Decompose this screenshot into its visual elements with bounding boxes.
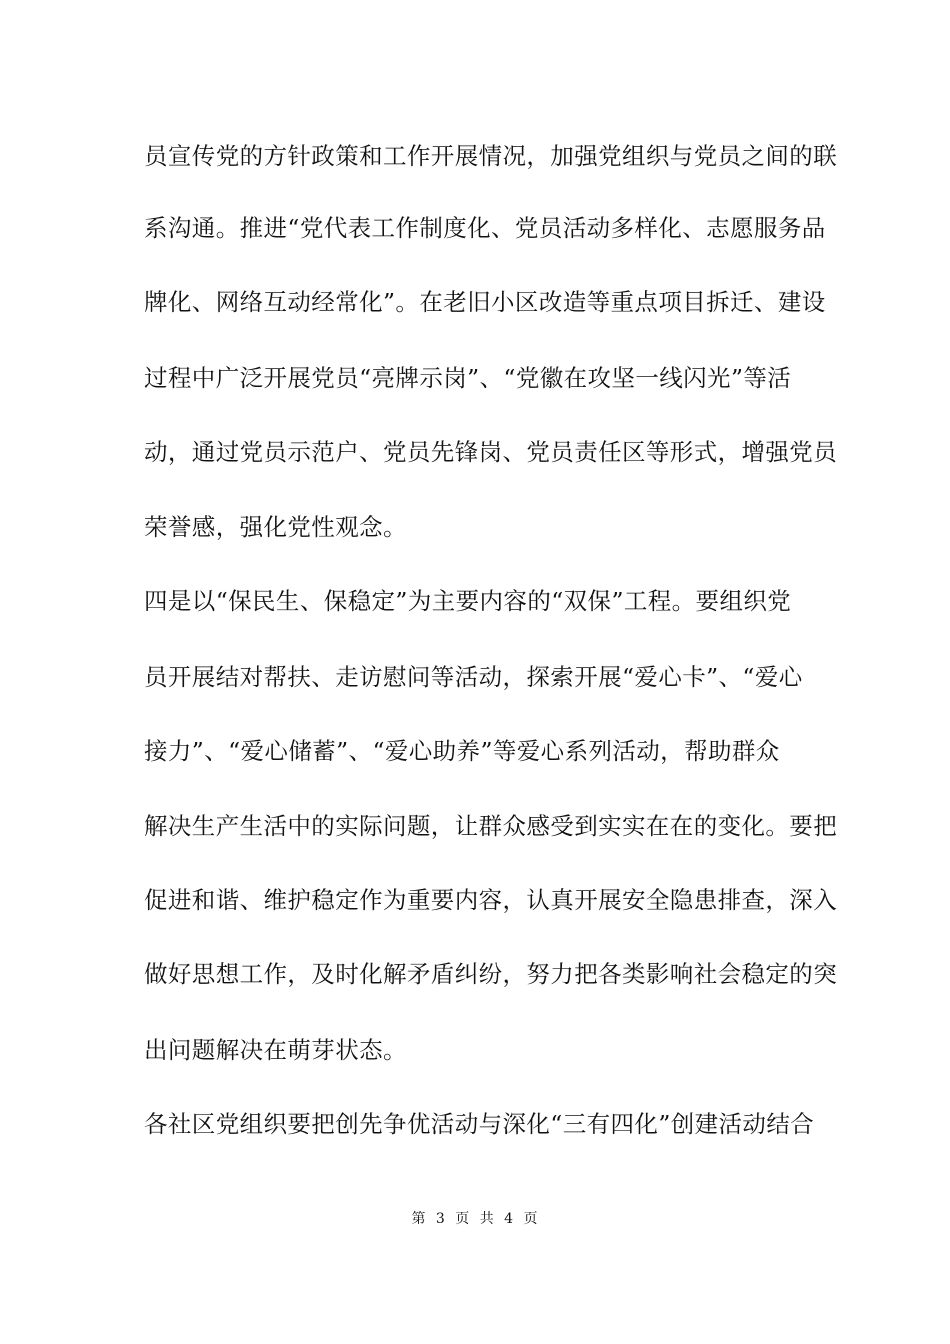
text-line: 员宣传党的方针政策和工作开展情况，加强党组织与党员之间的联 [144, 142, 838, 170]
text-line: 员开展结对帮扶、走访慰问等活动，探索开展“爱心卡”、“爱心 [144, 663, 803, 691]
footer-total-word: 共 [479, 1211, 495, 1227]
text-line: 荣誉感，强化党性观念。 [144, 513, 407, 541]
text-line: 接力”、“爱心储蓄”、“爱心助养”等爱心系列活动，帮助群众 [144, 737, 780, 765]
text-line: 做好思想工作，及时化解矛盾纠纷，努力把各类影响社会稳定的突 [144, 960, 838, 988]
footer-page-word: 页 [455, 1211, 471, 1227]
text-line: 系沟通。推进“党代表工作制度化、党员活动多样化、志愿服务品 [144, 214, 826, 242]
text-line: 解决生产生活中的实际问题，让群众感受到实实在在的变化。要把 [144, 812, 838, 840]
page-footer [0, 1210, 950, 1228]
text-line: 促进和谐、维护稳定作为重要内容，认真开展安全隐患排查，深入 [144, 886, 838, 914]
footer-prefix: 第 [411, 1211, 427, 1227]
text-line: 出问题解决在萌芽状态。 [144, 1036, 407, 1064]
footer-total-pages: 4 [504, 1211, 515, 1227]
text-line: 四是以“保民生、保稳定”为主要内容的“双保”工程。要组织党 [144, 587, 792, 615]
text-line: 牌化、网络互动经常化”。在老旧小区改造等重点项目拆迁、建设 [144, 288, 826, 316]
footer-page-word-end: 页 [523, 1211, 539, 1227]
text-line: 各社区党组织要把创先争优活动与深化“三有四化”创建活动结合 [144, 1110, 815, 1138]
footer-current-page: 3 [435, 1211, 446, 1227]
text-line: 动，通过党员示范户、党员先锋岗、党员责任区等形式，增强党员 [144, 438, 838, 466]
text-line: 过程中广泛开展党员“亮牌示岗”、“党徽在攻坚一线闪光”等活 [144, 364, 792, 392]
